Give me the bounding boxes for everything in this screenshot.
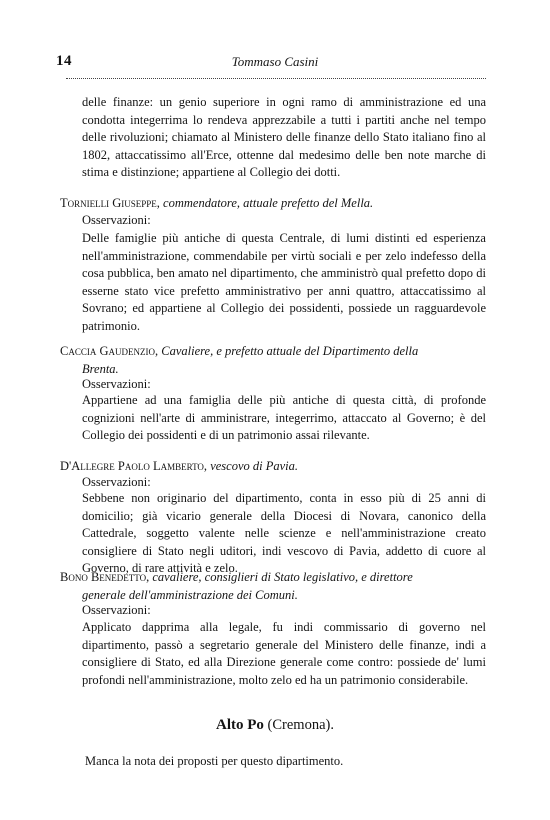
final-note: Manca la nota dei proposti per questo dipartimento.: [85, 754, 344, 768]
section-heading: [0, 717, 550, 734]
entry-text-tornielli: Delle famiglie più antiche di questa Centrale, di lumi distinti ed esperienza nell'amministrazione, commendabile per virtù sociali e per zelo indefesso della cosa pubblica, ben amato nel dipartimento, che amministrò qual prefetto dopo di esserne stato vice prefetto amministrativo per anni quattro, attaccatissimo al Sovrano; ed appartiene al Collegio dei possidenti, possiede un ragguardevole patrimonio.: [82, 231, 486, 333]
intro-paragraph: delle finanze: un genio superiore in ogni ramo di amministrazione ed una condotta integerrima lo rendeva apprezzabile a tutti i partiti anche nel tempo delle rivoluzioni; chiamato al Ministero delle finanze dello Stato italiano fino al 1802, attaccatissimo all'Erce, ottenne dal medesimo delle ben note marche di stima e distinzione; appartiene al Collegio dei dotti.: [82, 95, 486, 180]
entry-role: cavaliere, consiglieri di Stato legislativo, e direttore: [152, 570, 413, 584]
running-head: Tommaso Casini: [231, 54, 319, 69]
entry-heading-tornielli: [60, 195, 486, 213]
entry-name: D'Allegre Paolo Lamberto,: [60, 459, 208, 473]
entry-role: Cavaliere, e prefetto attuale del Dipartimento della: [161, 344, 419, 358]
section-title: Alto Po: [216, 717, 264, 733]
entry-text-caccia: Appartiene ad una famiglia delle più antiche di questa città, di profonde cognizioni nell'arte di amministrare, integerrimo, attaccato al Governo; è del Collegio dei possidenti e di un patrimonio assai rilevante.: [82, 393, 486, 443]
header-rule: [66, 78, 486, 80]
observations-label: Osservazioni:: [82, 377, 151, 391]
entry-role-continued: generale dell'amministrazione dei Comuni.: [82, 587, 298, 602]
entry-role: commendatore, attuale prefetto del Mella.: [163, 196, 374, 210]
entry-name: Caccia Gaudenzio,: [60, 344, 159, 358]
section-subtitle: (Cremona).: [267, 717, 334, 733]
observations-label: Osservazioni:: [82, 475, 151, 489]
entry-text-bono: Applicato dapprima alla legale, fu indi commissario di governo nel dipartimento, passò a segretario generale del Ministero delle finanze, indi a consigliere di Stato, ed alla Direzione generale come contro: possiede de' lumi profondi nell'amministrazione, molto zelo ed ha un patrimonio considerabile.: [82, 620, 486, 687]
page-number: 14: [56, 53, 72, 69]
observations-label: Osservazioni:: [82, 213, 151, 227]
entry-text-dallegre: Sebbene non originario del dipartimento, conta in esso più di 25 anni di domicilio; già vicario generale della Diocesi di Novara, canonico della Cattedrale, soggetto valente nelle scienze e nell'amministrazione creato consigliere di Stato negli uditori, indi vescovo di Pavia, addetto di cuore al Governo, di rare attività e zelo.: [82, 491, 486, 576]
entry-name: Tornielli Giuseppe,: [60, 196, 160, 210]
entry-heading-bono: [60, 569, 486, 604]
entry-role-continued: Brenta.: [82, 361, 119, 376]
observations-label: Osservazioni:: [82, 603, 151, 617]
entry-heading-caccia: [60, 343, 486, 378]
entry-heading-dallegre: [60, 458, 486, 476]
page-header: [0, 53, 550, 75]
entry-role: vescovo di Pavia.: [210, 459, 298, 473]
entry-name: Bono Benedetto,: [60, 570, 150, 584]
